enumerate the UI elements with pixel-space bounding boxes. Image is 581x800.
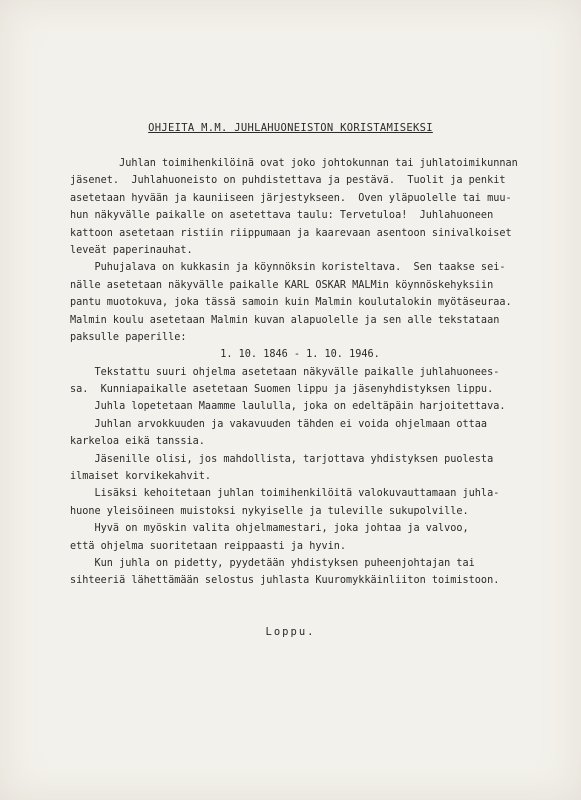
text-line: Hyvä on myöskin valita ohjelmamestari, joka johtaa ja valvoo, [70, 523, 469, 535]
text-line: pantu muotokuva, joka tässä samoin kuin Malmin koulutalokin myötäseuraa. [70, 297, 512, 309]
text-line: leveät paperinauhat. [70, 244, 193, 256]
text-line: jäsenet. Juhlahuoneisto on puhdistettava ja pestävä. Tuolit ja penkit [70, 175, 506, 187]
date-line: 1. 10. 1846 - 1. 10. 1946. [220, 349, 380, 361]
text-line: että ohjelma suoritetaan reippaasti ja hyvin. [70, 540, 347, 552]
document-ending: Loppu. [265, 626, 316, 638]
text-line: huone yleisöineen muistoksi nykyiselle ja tuleville sukupolville. [70, 505, 469, 517]
text-line: kattoon asetetaan ristiin riippumaan ja kaarevaan asentoon sinivalkoiset [70, 227, 512, 239]
text-line: hun näkyvälle paikalle on asetettava taulu: Tervetuloa! Juhlahuoneen [70, 210, 494, 222]
text-line: Lisäksi kehoitetaan juhlan toimihenkilöitä valokuvauttamaan juhla- [70, 488, 500, 500]
text-line: nälle asetetaan näkyvälle paikalle KARL OSKAR MALMin köynnöskehyksiin [70, 279, 494, 291]
document-title-text: OHJEITA M.M. JUHLAHUONEISTON KORISTAMISEKSI [148, 122, 433, 134]
text-line: Kun juhla on pidetty, pyydetään yhdistyksen puheenjohtajan tai [70, 557, 475, 569]
text-line: sihteeriä lähettämään selostus juhlasta Kuuromykkäinliiton toimistoon. [70, 575, 500, 587]
text-line: Juhlan toimihenkilöinä ovat joko johtokunnan tai juhlatoimikunnan [70, 158, 518, 169]
text-line: karkeloa eikä tanssia. [70, 436, 205, 448]
text-line: Tekstattu suuri ohjelma asetetaan näkyvälle paikalle juhlahuonees- [70, 366, 500, 378]
text-line: sa. Kunniapaikalle asetetaan Suomen lippu ja jäsenyhdistyksen lippu. [70, 384, 494, 396]
text-line: Jäsenille olisi, jos mahdollista, tarjottava yhdistyksen puolesta [70, 453, 494, 465]
text-line: paksulle paperille: [70, 331, 187, 343]
text-line: Juhla lopetetaan Maamme laululla, joka on edeltäpäin harjoitettava. [70, 401, 506, 413]
document-title [0, 122, 581, 134]
document-body [70, 155, 530, 590]
text-line: ilmaiset korvikekahvit. [70, 471, 212, 483]
text-line: asetetaan hyvään ja kauniiseen järjestykseen. Oven yläpuolelle tai muu- [70, 192, 512, 204]
text-line: Juhlan arvokkuuden ja vakavuuden tähden ei voida ohjelmaan ottaa [70, 418, 488, 430]
text-line: Malmin koulu asetetaan Malmin kuvan alapuolelle ja sen alle tekstataan [70, 314, 500, 326]
text-line: Puhujalava on kukkasin ja köynnöksin koristeltava. Sen taakse sei- [70, 262, 506, 274]
